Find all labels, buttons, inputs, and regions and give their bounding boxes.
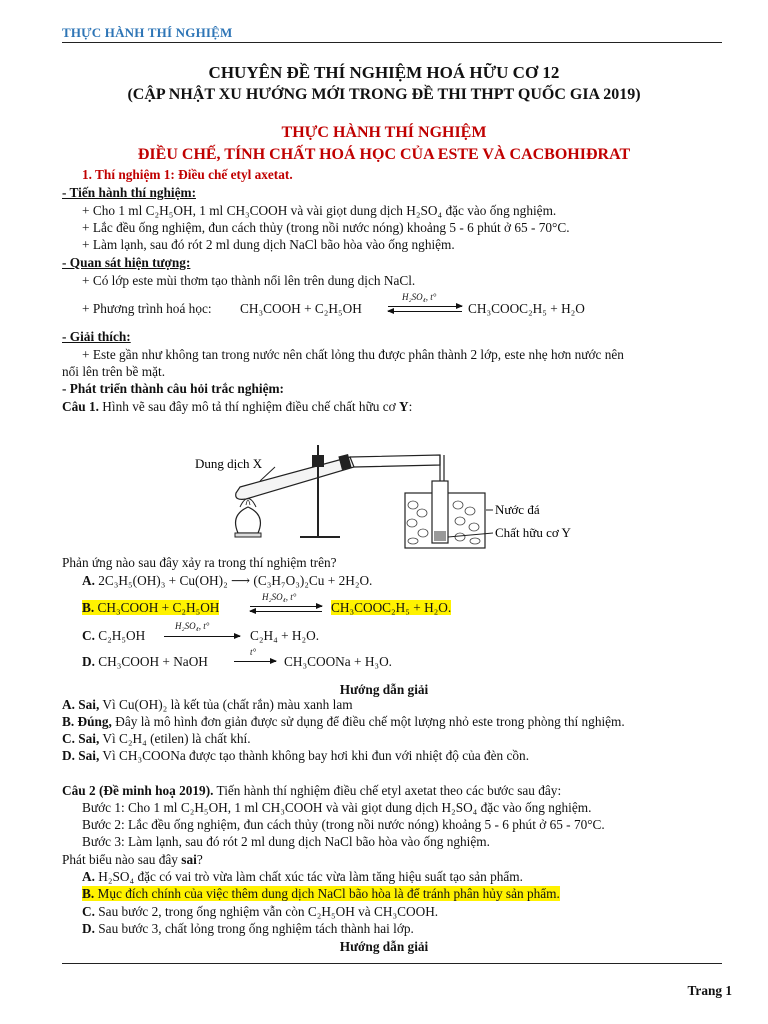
question-1-stem: Câu 1. Hình vẽ sau đây mô tả thí nghiệm điều chế chất hữu cơ Y: [62, 399, 413, 414]
section-title: THỰC HÀNH THÍ NGHIỆM [281, 124, 487, 141]
observation-text: + Có lớp este mùi thơm tạo thành nổi lên trên dung dịch NaCl. [82, 273, 416, 288]
option-d: D. CH₃COOH + NaOH [82, 654, 208, 669]
option-b-arrow [250, 606, 322, 607]
equation-products: CH₃COOC₂H₅ + H₂O [468, 301, 585, 316]
guide-item: D. Sai, Vì CH₃COONa được tạo thành không bay hơi khi đun với nhiệt độ của đèn cồn. [62, 748, 530, 763]
option-a: A. 2C₃H₅(OH)₃ + Cu(OH)₂ ⟶ (C₃H₇O₃)₂Cu + 2H₂O. [82, 573, 373, 588]
guide-title: Hướng dẫn giải [339, 682, 429, 697]
guide-item: A. Sai, Vì Cu(OH)₂ là kết tủa (chất rắn) màu xanh lam [62, 697, 353, 712]
procedure-step: + Làm lạnh, sau đó rót 2 ml dung dịch NaCl bão hòa vào ống nghiệm. [82, 237, 455, 252]
option-d-arrow [234, 661, 276, 662]
question-1-ask: Phản ứng nào sau đây xảy ra trong thí nghiệm trên? [62, 555, 337, 570]
development-title: - Phát triển thành câu hỏi trắc nghiệm: [62, 381, 284, 396]
step: Bước 3: Làm lạnh, sau đó rót 2 ml dung dịch NaCl bão hòa vào ống nghiệm. [82, 834, 490, 849]
option-b-condition: H₂SO₄, t° [262, 592, 297, 602]
question-2-stem: Câu 2 (Đề minh hoạ 2019). Tiến hành thí nghiệm điều chế etyl axetat theo các bước sau đây: [62, 783, 562, 798]
reaction-arrow [388, 306, 462, 307]
label-ice-water: Nước đá [495, 502, 540, 517]
option-d: D. Sau bước 3, chất lỏng trong ống nghiệm tách thành hai lớp. [82, 921, 414, 936]
option-d-condition: t° [250, 647, 257, 657]
procedure-step: + Cho 1 ml C₂H₅OH, 1 ml CH₃COOH và vài giọt dung dịch H₂SO₄ đặc vào ống nghiệm. [82, 203, 557, 218]
option-b-correct: B. Mục đích chính của việc thêm dung dịch NaCl bão hòa là để tránh phân hủy sản phẩm. [82, 886, 560, 901]
explanation-text: nổi lên trên bề mặt. [62, 364, 166, 379]
option-c: C. C₂H₅OH [82, 628, 146, 643]
option-b-correct: B. CH₃COOH + C₂H₅OH [82, 600, 220, 615]
guide-item: C. Sai, Vì C₂H₄ (etilen) là chất khí. [62, 731, 251, 746]
option-c-products: C₂H₄ + H₂O. [250, 628, 320, 643]
equation-label: + Phương trình hoá học: [82, 301, 212, 316]
option-a: A. H₂SO₄ đặc có vai trò vừa làm chất xúc tác vừa làm tăng hiệu suất tạo sản phẩm. [82, 869, 523, 884]
label-product-y: Chất hữu cơ Y [495, 525, 571, 540]
explanation-title: - Giải thích: [62, 329, 131, 344]
section-subtitle: ĐIỀU CHẾ, TÍNH CHẤT HOÁ HỌC CỦA ESTE VÀ CACBOHIĐRAT [137, 146, 631, 163]
document-subtitle: (CẬP NHẬT XU HƯỚNG MỚI TRONG ĐỀ THI THPT QUỐC GIA 2019) [127, 86, 641, 103]
document-title: CHUYÊN ĐỀ THÍ NGHIỆM HOÁ HỮU CƠ 12 [208, 63, 560, 82]
option-b-reverse-arrow [250, 611, 322, 612]
procedure-title: - Tiến hành thí nghiệm: [62, 185, 196, 200]
running-header: THỰC HÀNH THÍ NGHIỆM [62, 25, 233, 40]
guide-item: B. Đúng, Đây là mô hình đơn giản được sử dụng để điều chế một lượng nhỏ este trong phòng thí nghiệm. [62, 714, 625, 729]
equation-condition: H₂SO₄, t° [402, 292, 437, 302]
page-number: Trang 1 [687, 983, 732, 998]
explanation-text: + Este gần như không tan trong nước nên chất lỏng thu được phân thành 2 lớp, este nhẹ hơn nước nên [82, 347, 624, 362]
header-rule [62, 42, 722, 43]
option-c: C. Sau bước 2, trong ống nghiệm vẫn còn C₂H₅OH và CH₃COOH. [82, 904, 439, 919]
label-dung-dich-x: Dung dịch X [195, 456, 263, 471]
option-c-arrow [164, 636, 240, 637]
footer-rule [62, 963, 722, 964]
procedure-step: + Lắc đều ống nghiệm, đun cách thủy (trong nồi nước nóng) khoảng 5 - 6 phút ở 65 - 70°C. [82, 220, 570, 235]
option-b-products: CH₃COOC₂H₅ + H₂O. [331, 600, 452, 615]
option-d-products: CH₃COONa + H₃O. [284, 654, 392, 669]
question-2-ask: Phát biểu nào sau đây sai? [62, 852, 203, 867]
reverse-arrow [388, 311, 462, 312]
guide-title: Hướng dẫn giải [339, 939, 429, 954]
equation-reactants: CH₃COOH + C₂H₅OH [240, 301, 362, 316]
step: Bước 2: Lắc đều ống nghiệm, đun cách thủy (trong nồi nước nóng) khoảng 5 - 6 phút ở 65 - 70°C. [82, 817, 605, 832]
step: Bước 1: Cho 1 ml C₂H₅OH, 1 ml CH₃COOH và vài giọt dung dịch H₂SO₄ đặc vào ống nghiệm. [82, 800, 592, 815]
experiment-heading: 1. Thí nghiệm 1: Điều chế etyl axetat. [82, 167, 293, 182]
observation-title: - Quan sát hiện tượng: [62, 255, 191, 270]
option-c-condition: H₂SO₄, t° [175, 621, 210, 631]
experiment-apparatus-figure [190, 415, 590, 550]
